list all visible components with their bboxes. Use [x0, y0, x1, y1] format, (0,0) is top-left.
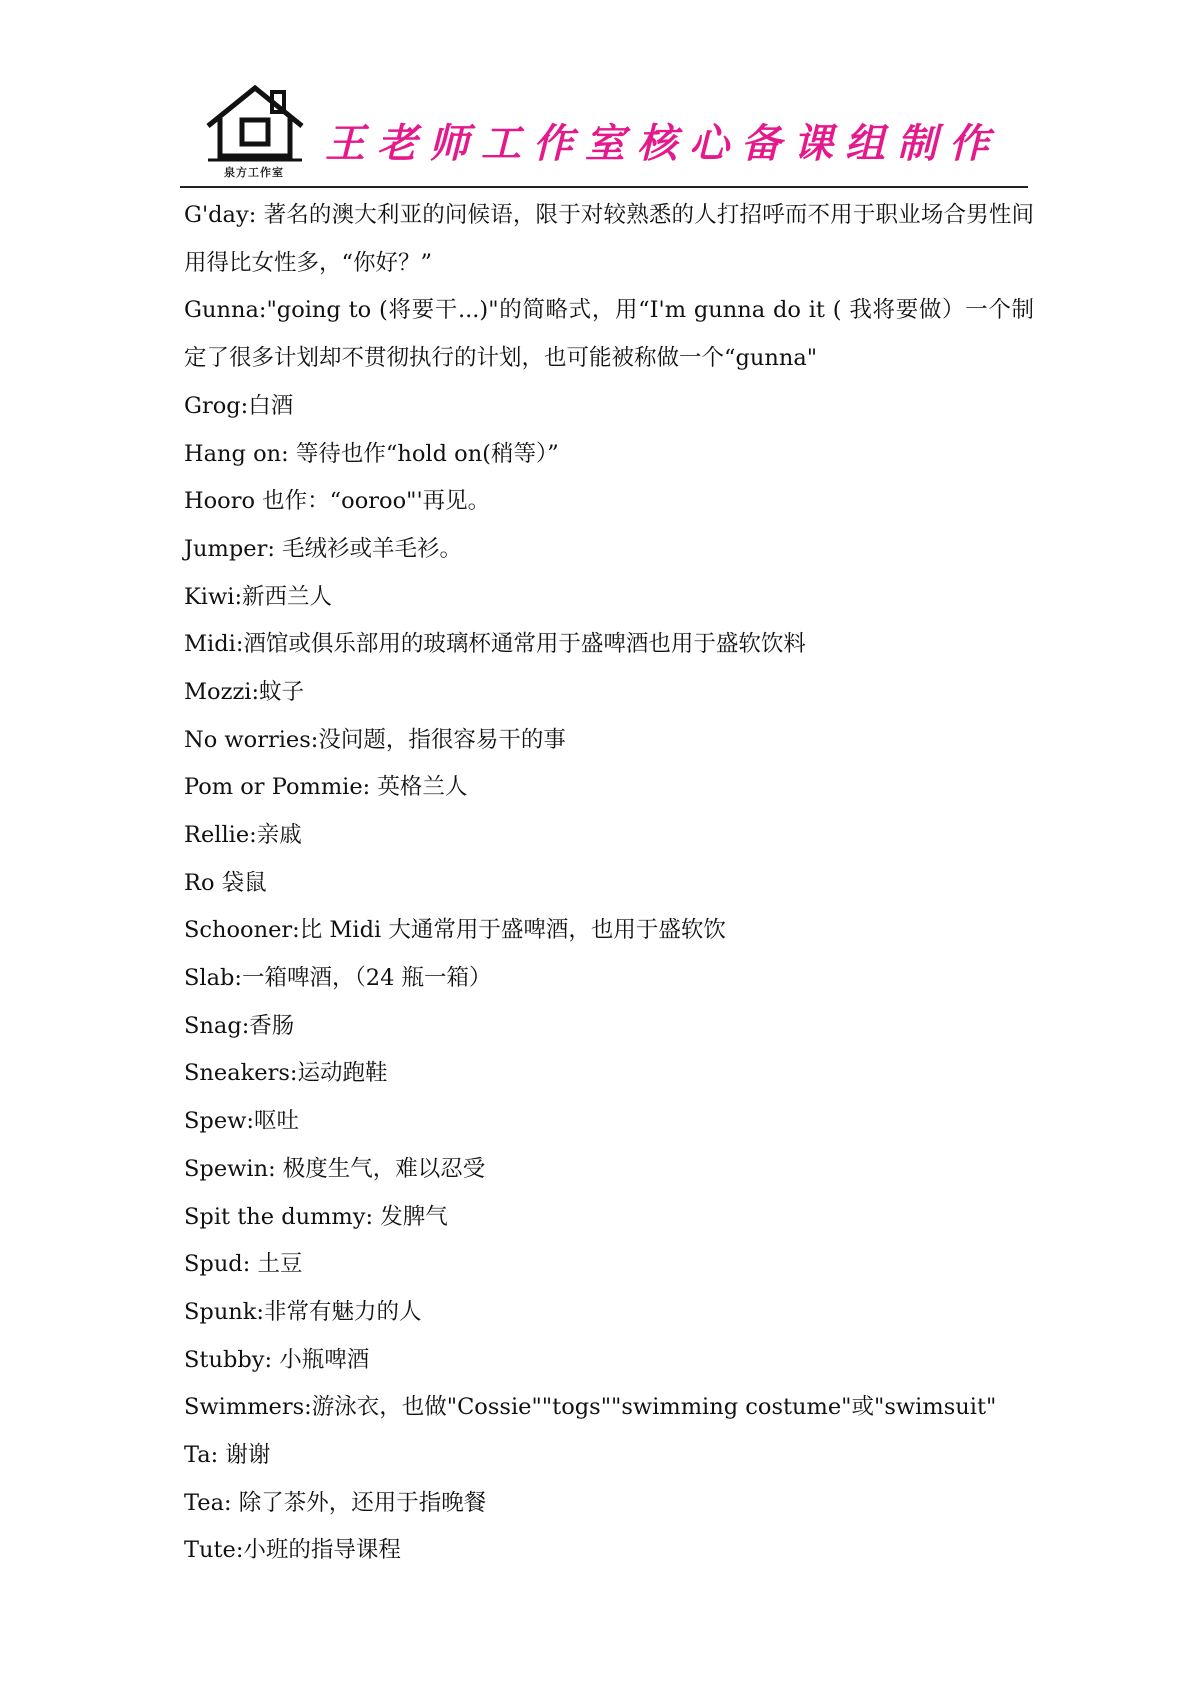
glossary-entry-rellie: Rellie:亲戚 — [184, 822, 302, 848]
glossary-entry-sneakers: Sneakers:运动跑鞋 — [184, 1060, 388, 1087]
glossary-entry-tea: Tea: 除了茶外，还用于指晚餐 — [184, 1489, 487, 1516]
glossary-entry-midi: Midi:酒馆或俱乐部用的玻璃杯通常用于盛啤酒也用于盛软饮料 — [184, 631, 806, 658]
glossary-entry-slab: Slab:一箱啤酒，（24 瓶一箱） — [184, 965, 492, 992]
glossary-entry-snag: Snag:香肠 — [184, 1012, 295, 1039]
glossary-entry-tute: Tute:小班的指导课程 — [184, 1537, 401, 1564]
glossary-entry-pom: Pom or Pommie: 英格兰人 — [184, 774, 468, 801]
glossary-entry-hang-on: Hang on: 等待也作“hold on(稍等）” — [184, 440, 559, 467]
glossary-entry-spewin: Spewin: 极度生气，难以忍受 — [184, 1155, 486, 1182]
house-logo — [200, 82, 310, 186]
glossary-entry-spew: Spew:呕吐 — [184, 1108, 299, 1135]
house-icon — [200, 82, 310, 166]
glossary-entry-spit-the-dummy: Spit the dummy: 发脾气 — [184, 1203, 448, 1230]
glossary-entry-stubby: Stubby: 小瓶啤酒 — [184, 1346, 370, 1373]
glossary-entry-jumper: Jumper: 毛绒衫或羊毛衫。 — [184, 535, 463, 562]
glossary-entry-mozzi: Mozzi:蚊子 — [184, 678, 305, 705]
glossary-entry-schooner: Schooner:比 Midi 大通常用于盛啤酒，也用于盛软饮 — [184, 917, 726, 944]
glossary-entry-spud: Spud: 土豆 — [184, 1251, 303, 1278]
glossary-entry-gunna: Gunna:"going to (将要干...)"的简略式，用“I'm gunna do it ( 我将要做）一个制定了很多计划却不贯彻执行的计划，也可能被称做一个“gunna" — [184, 297, 1034, 372]
glossary-list — [184, 192, 1034, 1575]
glossary-entry-grog: Grog:白酒 — [184, 392, 294, 419]
glossary-entry-swimmers: Swimmers:游泳衣，也做"Cossie""togs""swimming costume"或"swimsuit" — [184, 1394, 997, 1421]
glossary-entry-ro: Ro 袋鼠 — [184, 869, 267, 896]
glossary-entry-gday: G'day: 著名的澳大利亚的问候语，限于对较熟悉的人打招呼而不用于职业场合男性间用得比女性多，“你好？” — [184, 202, 1034, 276]
glossary-entry-spunk: Spunk:非常有魅力的人 — [184, 1298, 422, 1325]
glossary-entry-ta: Ta: 谢谢 — [184, 1441, 271, 1468]
header-divider — [180, 186, 1028, 188]
header-title: 王老师工作室核心备课组制作 — [325, 121, 1001, 167]
glossary-entry-no-worries: No worries:没问题，指很容易干的事 — [184, 726, 566, 753]
logo-caption: 泉方工作室 — [224, 166, 284, 179]
page-header — [180, 82, 1030, 190]
glossary-entry-hooro: Hooro 也作：“ooroo"'再见。 — [184, 488, 491, 515]
glossary-entry-kiwi: Kiwi:新西兰人 — [184, 583, 333, 610]
